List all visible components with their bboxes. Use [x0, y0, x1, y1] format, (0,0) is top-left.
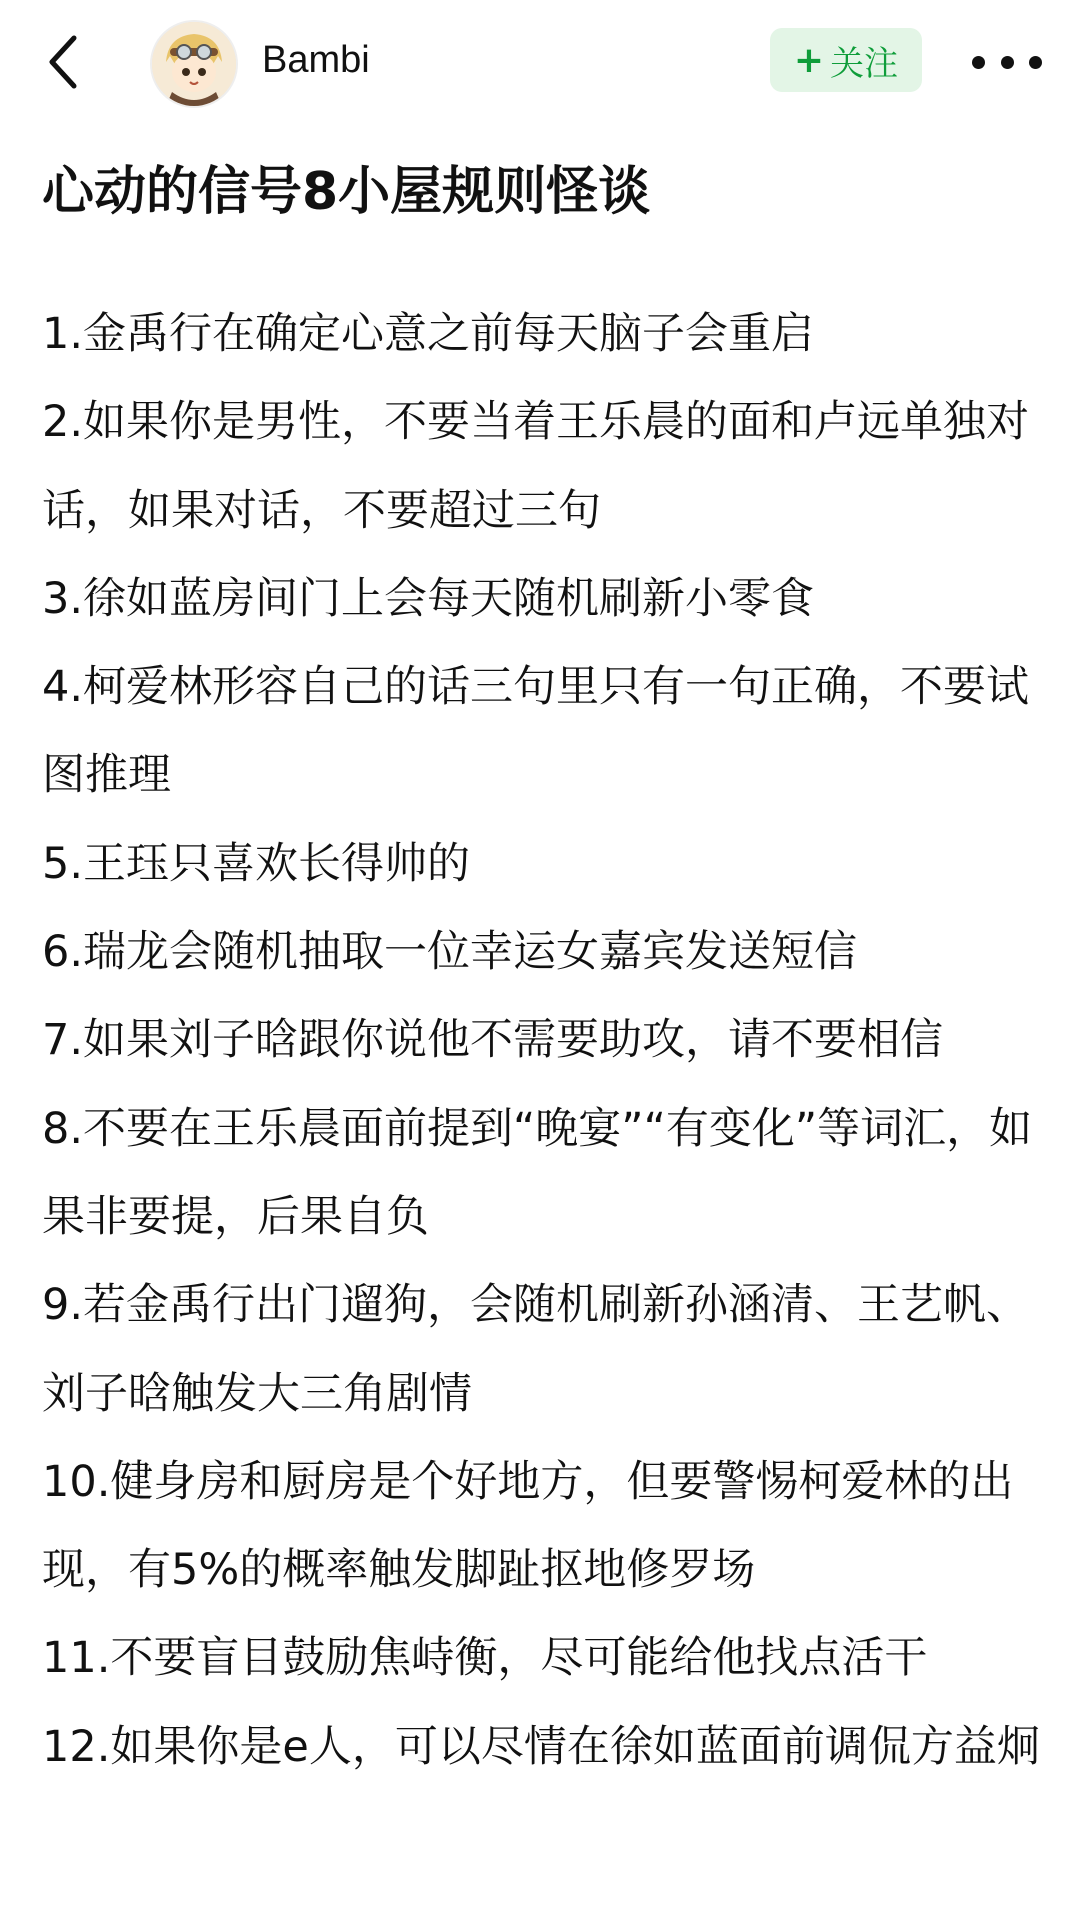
post-header	[0, 0, 1080, 125]
more-dots-icon	[1001, 56, 1014, 69]
username[interactable]: Bambi	[262, 39, 370, 81]
more-dots-icon	[1029, 56, 1042, 69]
rule-item: 1.金禹行在确定心意之前每天脑子会重启	[42, 309, 815, 359]
rule-item: 2.如果你是男性，不要当着王乐晨的面和卢远单独对话，如果对话，不要超过三句	[42, 397, 1030, 536]
rules-list	[42, 290, 1047, 1791]
avatar[interactable]	[150, 20, 238, 108]
rule-item: 12.如果你是e人，可以尽情在徐如蓝面前调侃方益炯	[42, 1721, 1040, 1772]
follow-label: 关注	[830, 43, 899, 84]
avatar-image	[152, 22, 236, 106]
rule-item: 4.柯爱林形容自己的话三句里只有一句正确，不要试图推理	[42, 662, 1030, 801]
back-chevron-icon	[46, 34, 80, 90]
follow-button[interactable]	[770, 28, 922, 92]
rule-item: 11.不要盲目鼓励焦峙衡，尽可能给他找点活干	[42, 1633, 928, 1684]
rule-item: 3.徐如蓝房间门上会每天随机刷新小零食	[42, 573, 815, 624]
rule-item: 6.瑞龙会随机抽取一位幸运女嘉宾发送短信	[42, 927, 858, 978]
post-title: 心动的信号8小屋规则怪谈	[42, 162, 651, 222]
rule-item: 8.不要在王乐晨面前提到“晚宴”“有变化”等词汇，如果非要提，后果自负	[42, 1103, 1033, 1242]
rule-item: 9.若金禹行出门遛狗，会随机刷新孙涵清、王艺帆、刘子晗触发大三角剧情	[42, 1280, 1030, 1419]
back-button[interactable]	[38, 30, 88, 94]
more-dots-icon	[972, 56, 985, 69]
rule-item: 10.健身房和厨房是个好地方，但要警惕柯爱林的出现，有5%的概率触发脚趾抠地修罗场	[42, 1456, 1014, 1596]
more-options-button[interactable]	[972, 40, 1042, 84]
rule-item: 7.如果刘子晗跟你说他不需要助攻，请不要相信	[42, 1015, 944, 1066]
rule-item: 5.王珏只喜欢长得帅的	[42, 838, 471, 889]
plus-icon: +	[793, 39, 825, 81]
